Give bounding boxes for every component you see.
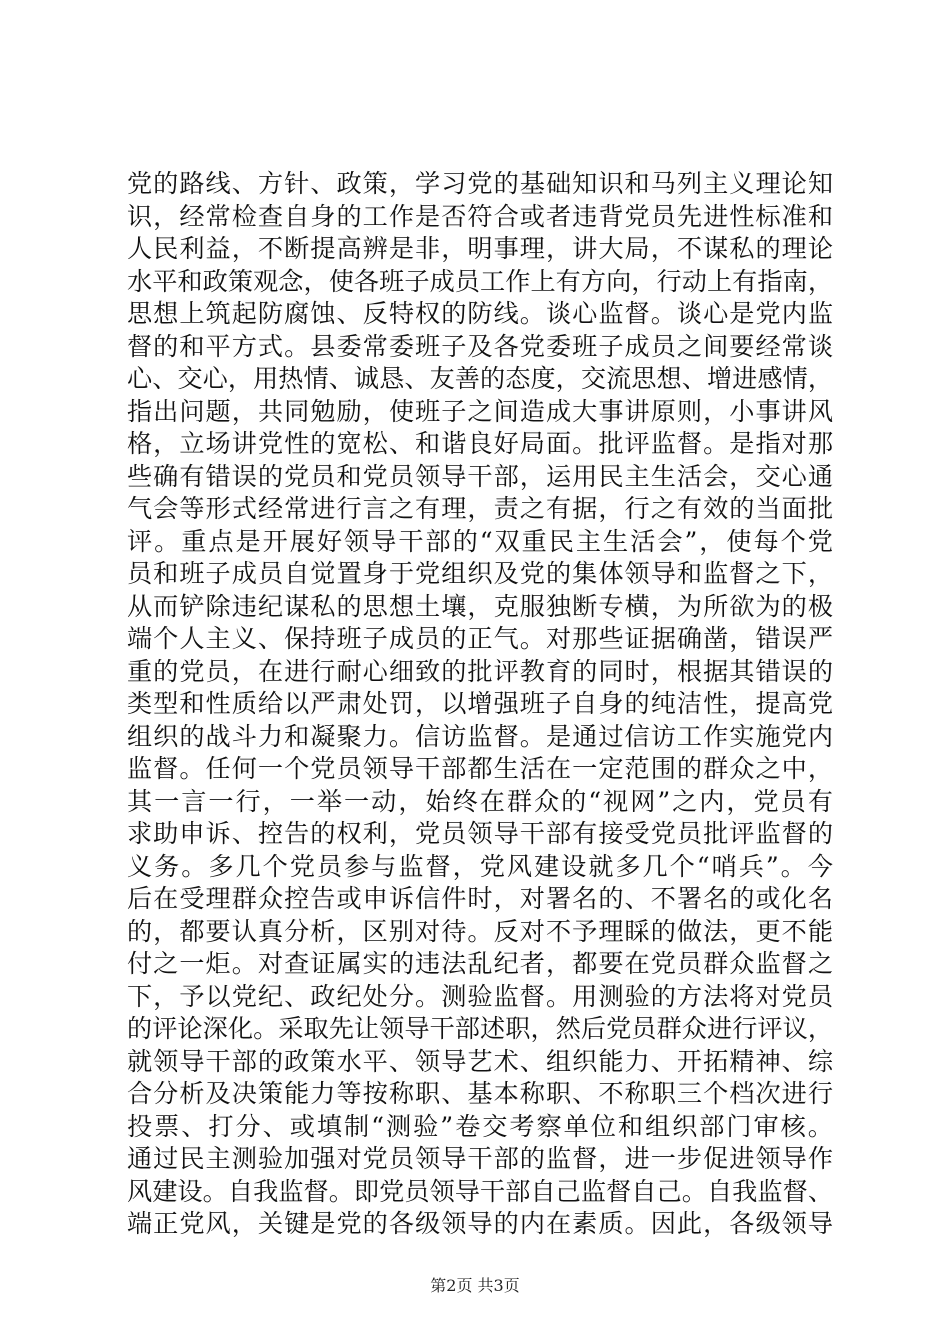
text-line: 心、交心，用热情、诚恳、友善的态度，交流思想、增进感情， [127,364,833,393]
text-line: 识，经常检查自身的工作是否符合或者违背党员先进性标准和 [127,201,833,231]
text-line: 的，都要认真分析，区别对待。反对不予理睬的做法，更不能 [127,916,833,946]
text-line: 人民利益，不断提高辨是非，明事理，讲大局，不谋私的理论 [127,234,833,263]
text-line: 思想上筑起防腐蚀、反特权的防线。谈心监督。谈心是党内监 [127,299,833,328]
text-line: 监督。任何一个党员领导干部都生活在一定范围的群众之中， [127,754,833,783]
text-line: 气会等形式经常进行言之有理，责之有据，行之有效的当面批 [127,494,833,523]
text-line: 的评论深化。采取先让领导干部述职，然后党员群众进行评议， [127,1014,833,1043]
text-line: 合分析及决策能力等按称职、基本称职、不称职三个档次进行 [127,1079,833,1108]
text-line: 其一言一行，一举一动，始终在群众的“视网”之内，党员有 [127,786,833,816]
text-line: 水平和政策观念，使各班子成员工作上有方向，行动上有指南， [127,266,833,296]
text-line: 从而铲除违纪谋私的思想土壤，克服独断专横，为所欲为的极 [127,591,833,621]
text-line: 投票、打分、或填制“测验”卷交考察单位和组织部门审核。 [127,1111,833,1141]
text-line: 指出问题，共同勉励，使班子之间造成大事讲原则，小事讲风 [127,396,833,426]
text-line: 端个人主义、保持班子成员的正气。对那些证据确凿，错误严 [127,624,833,653]
text-line: 评。重点是开展好领导干部的“双重民主生活会”，使每个党 [127,526,833,556]
text-line: 付之一炬。对查证属实的违法乱纪者，都要在党员群众监督之 [127,949,833,978]
text-line: 员和班子成员自觉置身于党组织及党的集体领导和监督之下， [127,559,833,588]
text-line: 义务。多几个党员参与监督，党风建设就多几个“哨兵”。今 [127,851,833,881]
page-number-footer: 第2页 共3页 [430,1276,520,1295]
text-line: 格，立场讲党性的宽松、和谐良好局面。批评监督。是指对那 [127,429,833,458]
text-line: 就领导干部的政策水平、领导艺术、组织能力、开拓精神、综 [127,1046,833,1076]
text-line: 组织的战斗力和凝聚力。信访监督。是通过信访工作实施党内 [127,721,833,751]
text-line: 后在受理群众控告或申诉信件时，对署名的、不署名的或化名 [127,884,833,913]
text-line: 通过民主测验加强对党员领导干部的监督，进一步促进领导作 [127,1144,833,1173]
text-line: 风建设。自我监督。即党员领导干部自己监督自己。自我监督、 [127,1176,833,1206]
text-line: 端正党风，关键是党的各级领导的内在素质。因此，各级领导 [127,1209,833,1238]
text-line: 党的路线、方针、政策，学习党的基础知识和马列主义理论知 [127,169,833,198]
text-line: 下，予以党纪、政纪处分。测验监督。用测验的方法将对党员 [127,981,833,1011]
text-line: 督的和平方式。县委常委班子及各党委班子成员之间要经常谈 [127,331,833,361]
text-line: 些确有错误的党员和党员领导干部，运用民主生活会，交心通 [127,461,833,491]
body-paragraph [127,168,833,1241]
text-line: 类型和性质给以严肃处罚，以增强班子自身的纯洁性，提高党 [127,689,833,718]
text-line: 求助申诉、控告的权利，党员领导干部有接受党员批评监督的 [127,819,833,848]
text-line: 重的党员，在进行耐心细致的批评教育的同时，根据其错误的 [127,656,833,686]
